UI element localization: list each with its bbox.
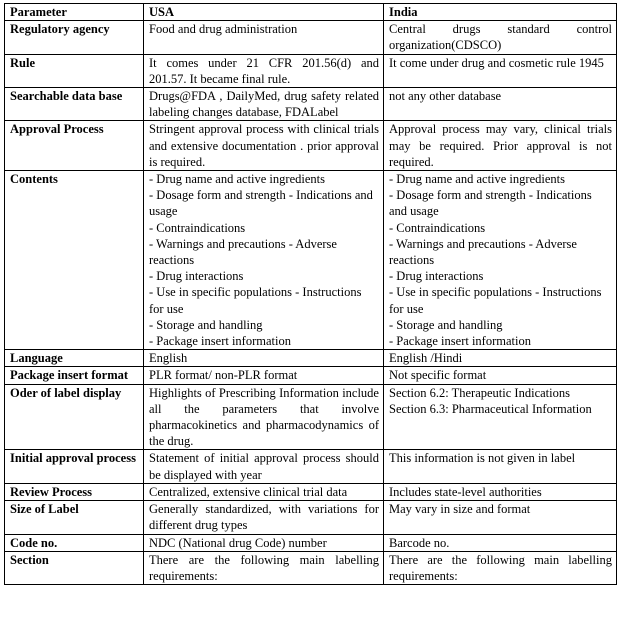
list-item: - Package insert information <box>149 334 291 349</box>
list-item: - Storage and handling <box>389 317 503 332</box>
row-india-value: This information is not given in label <box>384 450 617 483</box>
row-usa-value: Food and drug administration <box>144 21 384 54</box>
list-item: - Contraindications <box>149 220 246 235</box>
list-item: - Dosage form and strength - Indications and usage <box>389 188 592 219</box>
row-parameter: Searchable data base <box>5 88 144 121</box>
row-parameter: Section <box>5 551 144 584</box>
row-usa-value: There are the following main labelling requirements: <box>144 551 384 584</box>
table-row <box>5 350 617 367</box>
row-india-value: Approval process may vary, clinical trials may be required. Prior approval is not required. <box>384 121 617 171</box>
row-india-value: English /Hindi <box>384 350 617 367</box>
header-parameter: Parameter <box>5 4 144 21</box>
row-usa-value: NDC (National drug Code) number <box>144 534 384 551</box>
table-row <box>5 171 617 350</box>
list-item: Section 6.3: Pharmaceutical Information <box>389 401 592 416</box>
row-parameter: Size of Label <box>5 501 144 534</box>
list-item: - Use in specific populations - Instructions for use <box>149 285 362 316</box>
row-india-value <box>384 384 617 450</box>
list-item: - Contraindications <box>389 220 486 235</box>
row-parameter: Review Process <box>5 483 144 500</box>
row-usa-value: Generally standardized, with variations for different drug types <box>144 501 384 534</box>
row-usa-value: Statement of initial approval process should be displayed with year <box>144 450 384 483</box>
header-usa: USA <box>144 4 384 21</box>
row-india-value: There are the following main labelling requirements: <box>384 551 617 584</box>
row-parameter: Contents <box>5 171 144 350</box>
list-item: - Drug name and active ingredients <box>389 172 565 187</box>
comparison-table <box>4 3 617 585</box>
row-parameter: Oder of label display <box>5 384 144 450</box>
row-india-value: Not specific format <box>384 367 617 384</box>
list-item: - Dosage form and strength - Indications and usage <box>149 188 373 219</box>
list-item: - Package insert information <box>389 334 531 349</box>
row-india-value: not any other database <box>384 88 617 121</box>
row-parameter: Approval Process <box>5 121 144 171</box>
table-row <box>5 551 617 584</box>
row-usa-value: It comes under 21 CFR 201.56(d) and 201.57. It became final rule. <box>144 54 384 87</box>
row-parameter: Rule <box>5 54 144 87</box>
list-item: Section 6.2: Therapeutic Indications <box>389 385 570 400</box>
table-row <box>5 501 617 534</box>
header-row <box>5 4 617 21</box>
row-india-value: Central drugs standard control organization(CDSCO) <box>384 21 617 54</box>
list-item: - Drug interactions <box>149 269 244 284</box>
list-item: - Use in specific populations - Instructions for use <box>389 285 602 316</box>
row-usa-value: Stringent approval process with clinical trials and extensive documentation . prior approval is required. <box>144 121 384 171</box>
row-usa-value: PLR format/ non-PLR format <box>144 367 384 384</box>
row-parameter: Package insert format <box>5 367 144 384</box>
list-item: - Warnings and precautions - Adverse reactions <box>149 236 337 268</box>
table-row <box>5 483 617 500</box>
table-row <box>5 121 617 171</box>
row-india-value: May vary in size and format <box>384 501 617 534</box>
table-row <box>5 21 617 54</box>
row-usa-value: Centralized, extensive clinical trial data <box>144 483 384 500</box>
table-row <box>5 534 617 551</box>
list-item: - Warnings and precautions - Adverse reactions <box>389 236 577 268</box>
table-row <box>5 450 617 483</box>
list-item: - Storage and handling <box>149 317 263 332</box>
list-item: - Drug name and active ingredients <box>149 172 325 187</box>
table-row <box>5 367 617 384</box>
row-india-value: Includes state-level authorities <box>384 483 617 500</box>
row-usa-value: Highlights of Prescribing Information include all the parameters that involve pharmacokinetics and pharmacodynamics of the drug. <box>144 384 384 450</box>
table-row <box>5 384 617 450</box>
table-row <box>5 88 617 121</box>
row-usa-value: English <box>144 350 384 367</box>
row-usa-value: Drugs@FDA , DailyMed, drug safety related labeling changes database, FDALabel <box>144 88 384 121</box>
row-usa-value <box>144 171 384 350</box>
row-parameter: Regulatory agency <box>5 21 144 54</box>
header-india: India <box>384 4 617 21</box>
row-parameter: Initial approval process <box>5 450 144 483</box>
table-row <box>5 54 617 87</box>
row-parameter: Code no. <box>5 534 144 551</box>
list-item: - Drug interactions <box>389 269 484 284</box>
row-india-value: Barcode no. <box>384 534 617 551</box>
row-india-value: It come under drug and cosmetic rule 1945 <box>384 54 617 87</box>
row-india-value <box>384 171 617 350</box>
row-parameter: Language <box>5 350 144 367</box>
